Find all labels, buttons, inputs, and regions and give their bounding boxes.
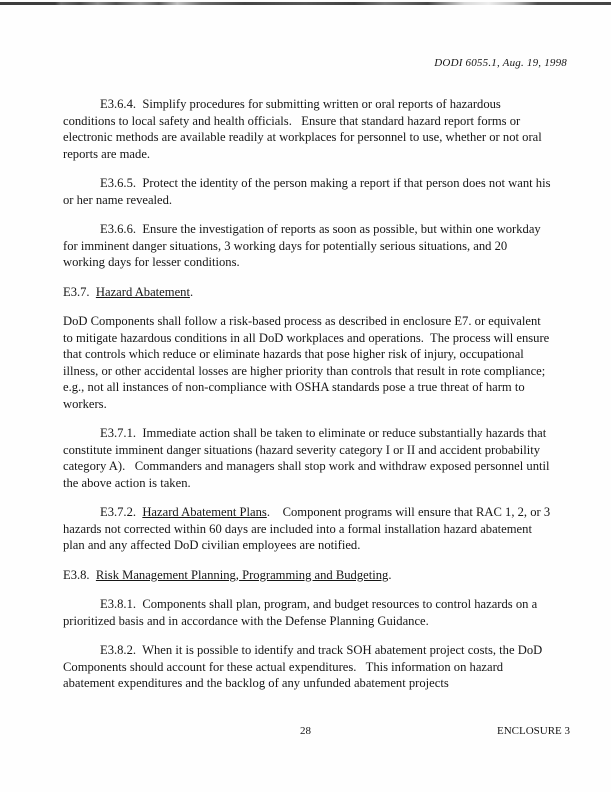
- text-run: .: [189, 284, 194, 299]
- body-paragraph: [63, 175, 552, 208]
- underlined-title: Hazard Abatement Plans: [142, 505, 267, 519]
- text-run: E3.6.5. Protect the identity of the person making a report if that person does not want his or her name revealed.: [63, 176, 554, 207]
- text-run: E3.7.: [63, 284, 96, 299]
- text-run: E3.7.2.: [100, 505, 143, 519]
- text-run: E3.8.1. Components shall plan, program, and budget resources to control hazards on a prioritized basis and in accordance with the Defense Planning Guidance.: [63, 597, 541, 628]
- section-heading: [63, 284, 552, 301]
- page-number: 28: [300, 725, 311, 737]
- body-paragraph: [63, 221, 552, 271]
- body-paragraph: [63, 96, 552, 162]
- document-header: [0, 57, 567, 69]
- text-run: E3.7.1. Immediate action shall be taken to eliminate or reduce substantially hazards that constitute imminent danger situations (hazard severity category I or II and accident probability category A). Commanders and managers shall stop work and withdraw exposed personnel until the above action is taken.: [63, 426, 553, 490]
- document-footer: [0, 725, 611, 741]
- body-paragraph: [63, 504, 552, 554]
- body-paragraph: [63, 596, 552, 629]
- text-run: . Component programs will ensure that RAC 1, 2, or 3 hazards not corrected within 60 days are included into a formal installation hazard abatement plan and any affected DoD civilian employees are notified.: [63, 505, 554, 552]
- document-body: [63, 96, 552, 705]
- body-paragraph: [63, 642, 552, 692]
- underlined-title: Risk Management Planning, Programming and Budgeting: [95, 567, 389, 582]
- text-run: E3.8.2. When it is possible to identify and track SOH abatement project costs, the DoD Components should account for these actual expenditures. This information on hazard abatement expenditures and the backlog of any unfunded abatement projects: [63, 643, 546, 690]
- underlined-title: Hazard Abatement: [95, 284, 190, 299]
- body-paragraph: [63, 313, 552, 412]
- enclosure-label: ENCLOSURE 3: [496, 725, 570, 737]
- text-run: DoD Components shall follow a risk-based process as described in enclosure E7. or equivalent to mitigate hazardous conditions in all DoD workplaces and operations. The process will ensure that controls which reduce or eliminate hazards that pose higher risk of injury, occupational illness, or other accidental losses are higher priority than controls that result in rote compliance; e.g., not all instances of non-compliance with OSHA standards pose a true threat of harm to workers.: [63, 314, 553, 411]
- text-run: .: [388, 567, 392, 582]
- text-run: E3.6.4. Simplify procedures for submitting written or oral reports of hazardous conditions to local safety and health officials. Ensure that standard hazard report forms or electronic methods are available readily at workplaces for personnel to use, whether or not oral reports are made.: [63, 97, 545, 161]
- text-run: E3.8.: [63, 567, 96, 582]
- scan-edge-artifact: [0, 2, 611, 5]
- doc-reference: DODI 6055.1, Aug. 19, 1998: [434, 57, 567, 69]
- text-run: E3.6.6. Ensure the investigation of reports as soon as possible, but within one workday for imminent danger situations, 3 working days for potentially serious situations, and 20 working days for lesser conditions.: [63, 222, 544, 269]
- body-paragraph: [63, 425, 552, 491]
- section-heading: [63, 567, 552, 584]
